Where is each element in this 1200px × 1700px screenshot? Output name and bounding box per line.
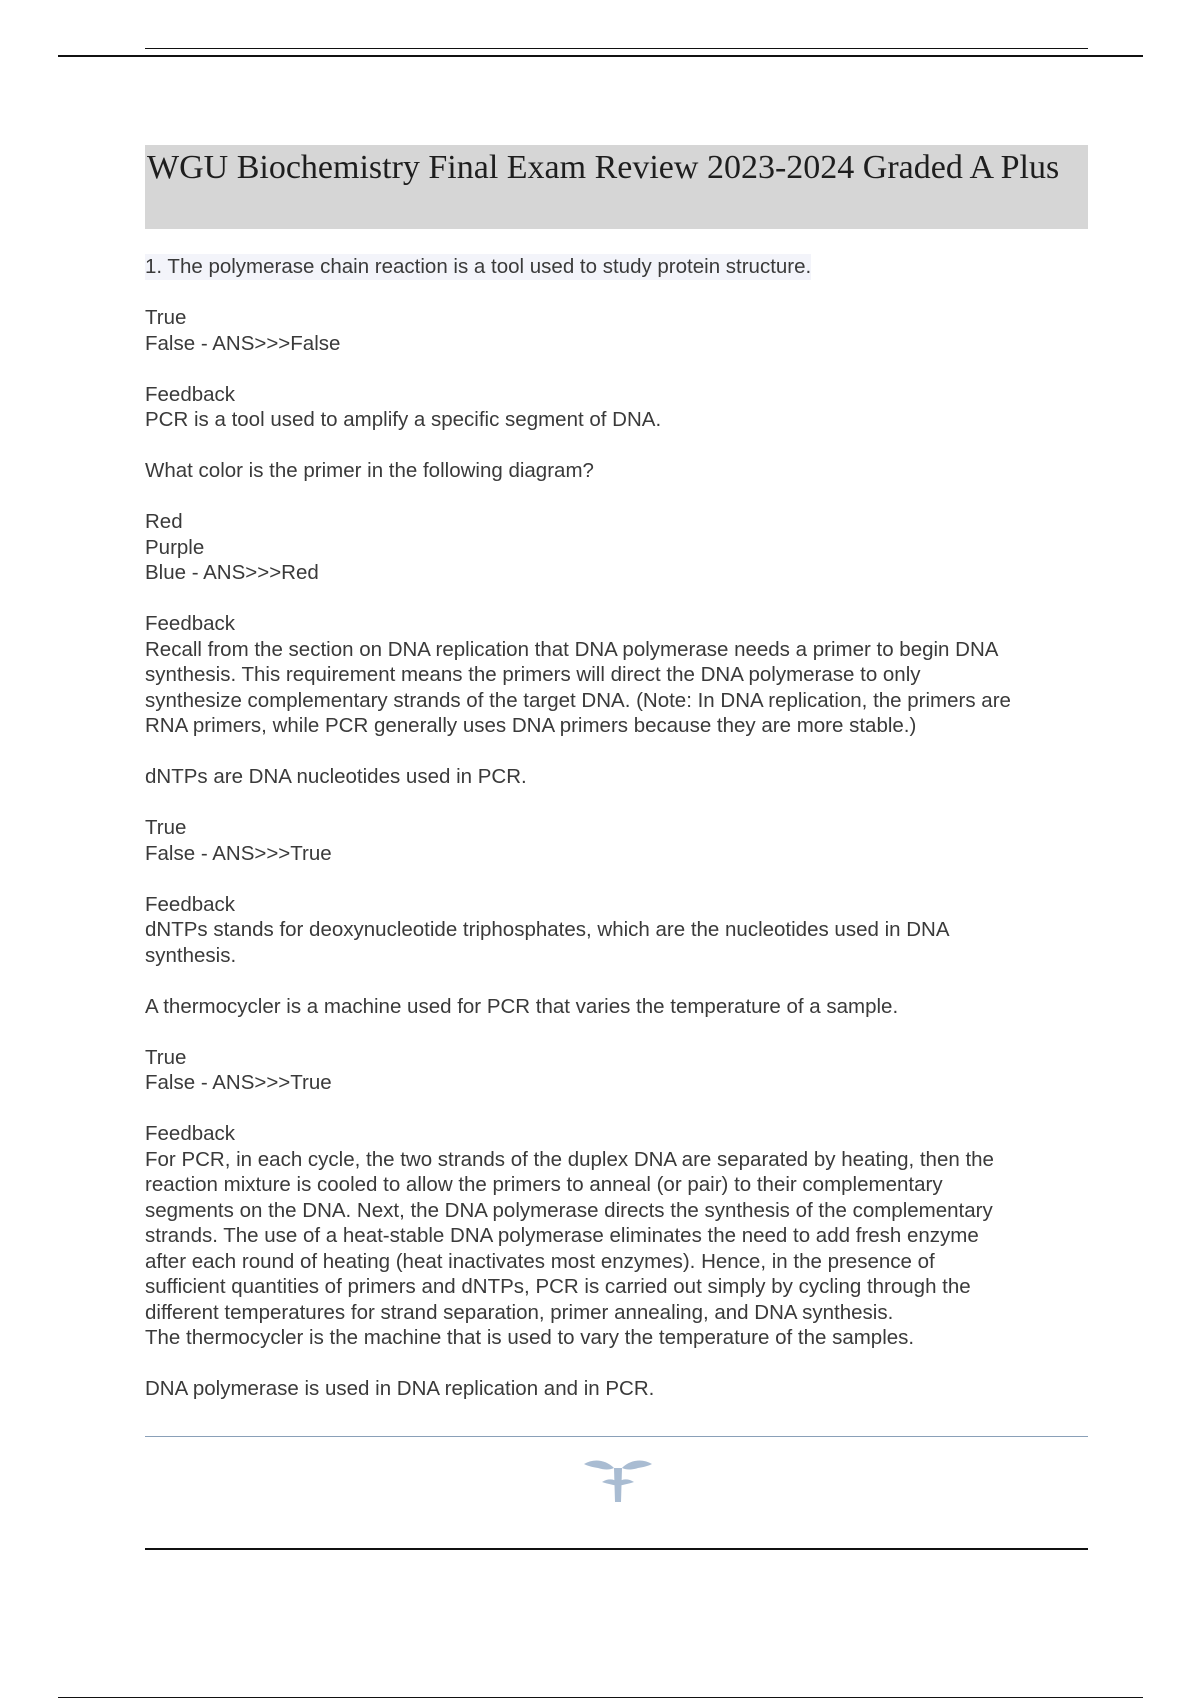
question-text <box>145 458 1088 484</box>
feedback-line: For PCR, in each cycle, the two strands of the duplex DNA are separated by heating, then the <box>145 1147 994 1171</box>
feedback-label: Feedback <box>145 1122 236 1145</box>
question-4-options <box>145 1045 1088 1096</box>
feedback-line: different temperatures for strand separation, primer annealing, and DNA synthesis. <box>145 1300 894 1324</box>
question-text <box>145 764 1088 790</box>
feedback-line: PCR is a tool used to amplify a specific segment of DNA. <box>145 408 662 431</box>
header-rule-inner <box>145 48 1088 49</box>
question-text <box>145 254 1088 280</box>
document-title: WGU Biochemistry Final Exam Review 2023-2024 Graded A Plus <box>147 149 1060 186</box>
footer-rule <box>145 1436 1088 1437</box>
question-1-options <box>145 305 1088 356</box>
option-line: Red <box>145 510 183 533</box>
question-2-feedback <box>145 611 1088 739</box>
feedback-line: segments on the DNA. Next, the DNA polymerase directs the synthesis of the complementary <box>145 1198 993 1222</box>
feedback-label: Feedback <box>145 892 236 916</box>
option-line: True <box>145 816 187 839</box>
feedback-line: synthesis. <box>145 943 237 967</box>
question-3-text: dNTPs are DNA nucleotides used in PCR. <box>145 765 527 788</box>
option-line: Blue - ANS>>>Red <box>145 561 319 584</box>
feedback-label: Feedback <box>145 382 236 406</box>
document-body <box>145 254 1088 1427</box>
feedback-line: RNA primers, while PCR generally uses DNA primers because they are more stable.) <box>145 714 917 737</box>
feedback-label: Feedback <box>145 612 236 635</box>
header-rule-outer <box>58 55 1143 57</box>
option-line: True <box>145 1045 187 1069</box>
option-line: Purple <box>145 535 205 559</box>
feedback-line: The thermocycler is the machine that is used to vary the temperature of the samples. <box>145 1326 915 1349</box>
question-1-text: 1. The polymerase chain reaction is a tool used to study protein structure. <box>145 255 812 278</box>
question-4-text: A thermocycler is a machine used for PCR that varies the temperature of a sample. <box>145 994 899 1018</box>
document-title-box <box>145 145 1088 229</box>
footer-rule-inner <box>145 1548 1088 1550</box>
feedback-line: synthesize complementary strands of the target DNA. (Note: In DNA replication, the primers are <box>145 688 1011 712</box>
feedback-line: sufficient quantities of primers and dNTPs, PCR is carried out simply by cycling through the <box>145 1275 971 1298</box>
feedback-line: dNTPs stands for deoxynucleotide triphosphates, which are the nucleotides used in DNA <box>145 918 950 941</box>
option-line: False - ANS>>>True <box>145 1071 332 1094</box>
feedback-line: Recall from the section on DNA replication that DNA polymerase needs a primer to begin DNA <box>145 637 999 661</box>
question-2-text: What color is the primer in the following diagram? <box>145 459 594 482</box>
feedback-line: after each round of heating (heat inactivates most enzymes). Hence, in the presence of <box>145 1249 935 1273</box>
question-3-options <box>145 815 1088 866</box>
option-line: True <box>145 306 187 329</box>
stylized-bird-logo-icon <box>580 1452 656 1506</box>
feedback-line: strands. The use of a heat-stable DNA polymerase eliminates the need to add fresh enzyme <box>145 1224 979 1247</box>
option-line: False - ANS>>>False <box>145 331 341 355</box>
question-5-text: DNA polymerase is used in DNA replication and in PCR. <box>145 1377 655 1400</box>
question-1-feedback <box>145 382 1088 433</box>
question-text <box>145 994 1088 1020</box>
question-2-options <box>145 509 1088 586</box>
footer-rule-outer <box>58 1697 1143 1698</box>
question-3-feedback <box>145 892 1088 969</box>
option-line: False - ANS>>>True <box>145 841 332 865</box>
question-text <box>145 1376 1088 1402</box>
feedback-line: synthesis. This requirement means the primers will direct the DNA polymerase to only <box>145 663 921 686</box>
feedback-line: reaction mixture is cooled to allow the primers to anneal (or pair) to their complementary <box>145 1173 943 1196</box>
question-4-feedback <box>145 1121 1088 1351</box>
